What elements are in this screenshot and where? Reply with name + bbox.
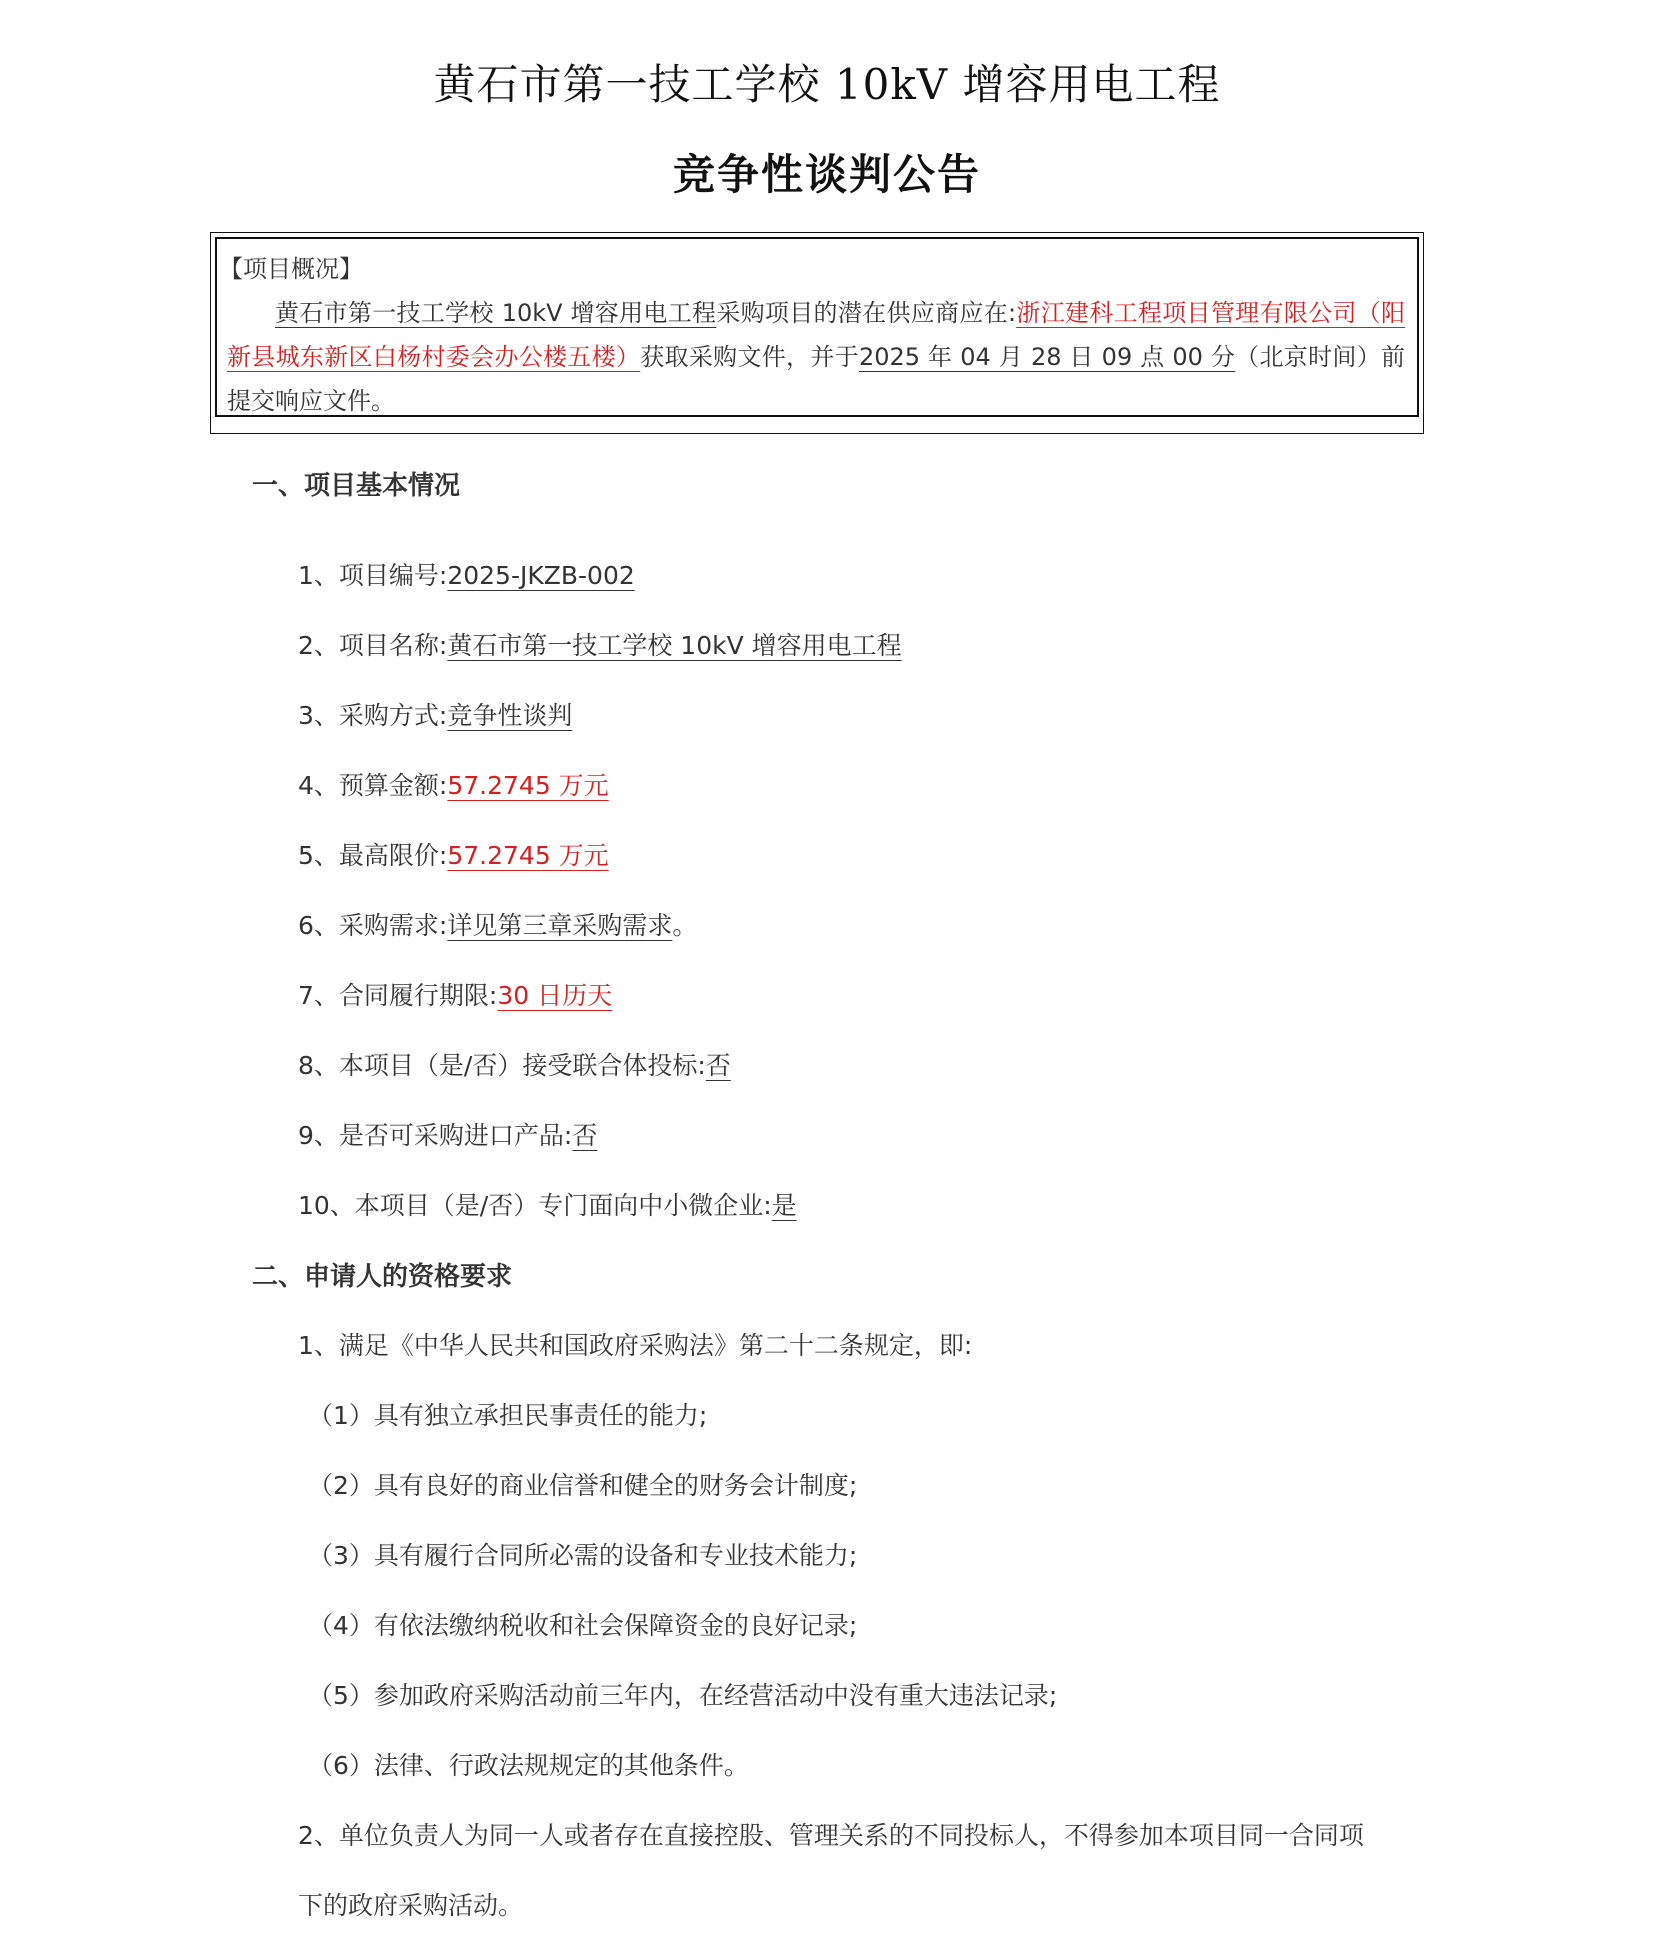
overview-agency: 浙江建科工程项目管理有限公司（阳新县城东新区白杨村委会办公楼五楼） [227, 299, 1405, 371]
info-value: 竞争性谈判 [447, 701, 573, 730]
info-item-requirements [298, 906, 697, 942]
overview-heading: 【项目概况】 [219, 255, 363, 283]
info-value: 否 [572, 1121, 598, 1150]
qualification-subitem: （5）参加政府采购活动前三年内，在经营活动中没有重大违法记录; [308, 1681, 1058, 1710]
document-subtitle: 竞争性谈判公告 [672, 150, 981, 199]
info-value: 30 日历天 [497, 981, 613, 1010]
overview-box [215, 237, 1419, 417]
info-item-consortium [298, 1046, 731, 1082]
info-item-sme [298, 1186, 797, 1222]
qualification-subitem: （2）具有良好的商业信誉和健全的财务会计制度; [308, 1471, 858, 1500]
info-label: 7、合同履行期限: [298, 981, 498, 1010]
overview-text-a: 采购项目的潜在供应商应在: [716, 299, 1017, 327]
qualification-subitem: （6）法律、行政法规规定的其他条件。 [308, 1751, 749, 1780]
overview-deadline: 2025 年 04 月 28 日 09 点 00 分 [858, 343, 1236, 371]
overview-text [227, 291, 1405, 423]
overview-project-name: 黄石市第一技工学校 10kV 增容用电工程 [275, 299, 717, 327]
info-item-max-price [298, 836, 609, 872]
info-label: 1、项目编号: [298, 561, 448, 590]
info-label: 4、预算金额: [298, 771, 448, 800]
qualification-item-2-line-1: 2、单位负责人为同一人或者存在直接控股、管理关系的不同投标人，不得参加本项目同一合同项 [298, 1821, 1364, 1850]
qualification-subitem: （1）具有独立承担民事责任的能力; [308, 1401, 708, 1430]
info-value: 详见第三章采购需求 [447, 911, 673, 940]
info-label: 9、是否可采购进口产品: [298, 1121, 573, 1150]
info-label: 5、最高限价: [298, 841, 448, 870]
document-title: 黄石市第一技工学校 10kV 增容用电工程 [433, 60, 1221, 109]
overview-text-c: （北京时间）前提交响应文件。 [227, 343, 1406, 415]
qualification-subitem: （4）有依法缴纳税收和社会保障资金的良好记录; [308, 1611, 858, 1640]
info-item-contract-period [298, 976, 612, 1012]
qualification-subitem: （3）具有履行合同所必需的设备和专业技术能力; [308, 1541, 858, 1570]
info-value: 57.2745 万元 [447, 841, 609, 870]
info-value: 黄石市第一技工学校 10kV 增容用电工程 [447, 631, 902, 660]
info-label: 2、项目名称: [298, 631, 448, 660]
qualification-item-1: 1、满足《中华人民共和国政府采购法》第二十二条规定，即: [298, 1331, 973, 1360]
qualification-item-2-line-2: 下的政府采购活动。 [298, 1891, 524, 1920]
info-label: 6、采购需求: [298, 911, 448, 940]
info-value: 是 [771, 1191, 797, 1220]
info-suffix: 。 [672, 911, 698, 940]
info-item-project-number [298, 556, 635, 592]
info-label: 10、本项目（是/否）专门面向中小微企业: [298, 1191, 772, 1220]
info-item-budget [298, 766, 609, 802]
info-value: 57.2745 万元 [447, 771, 609, 800]
info-value: 2025-JKZB-002 [447, 561, 635, 590]
section-1-heading: 一、项目基本情况 [252, 471, 461, 501]
section-2-heading: 二、申请人的资格要求 [252, 1262, 513, 1292]
info-item-procurement-method [298, 696, 572, 732]
info-item-project-name [298, 626, 902, 662]
info-value: 否 [705, 1051, 731, 1080]
info-item-imports [298, 1116, 597, 1152]
info-label: 8、本项目（是/否）接受联合体投标: [298, 1051, 706, 1080]
info-label: 3、采购方式: [298, 701, 448, 730]
overview-text-b: 获取采购文件，并于 [640, 343, 859, 371]
